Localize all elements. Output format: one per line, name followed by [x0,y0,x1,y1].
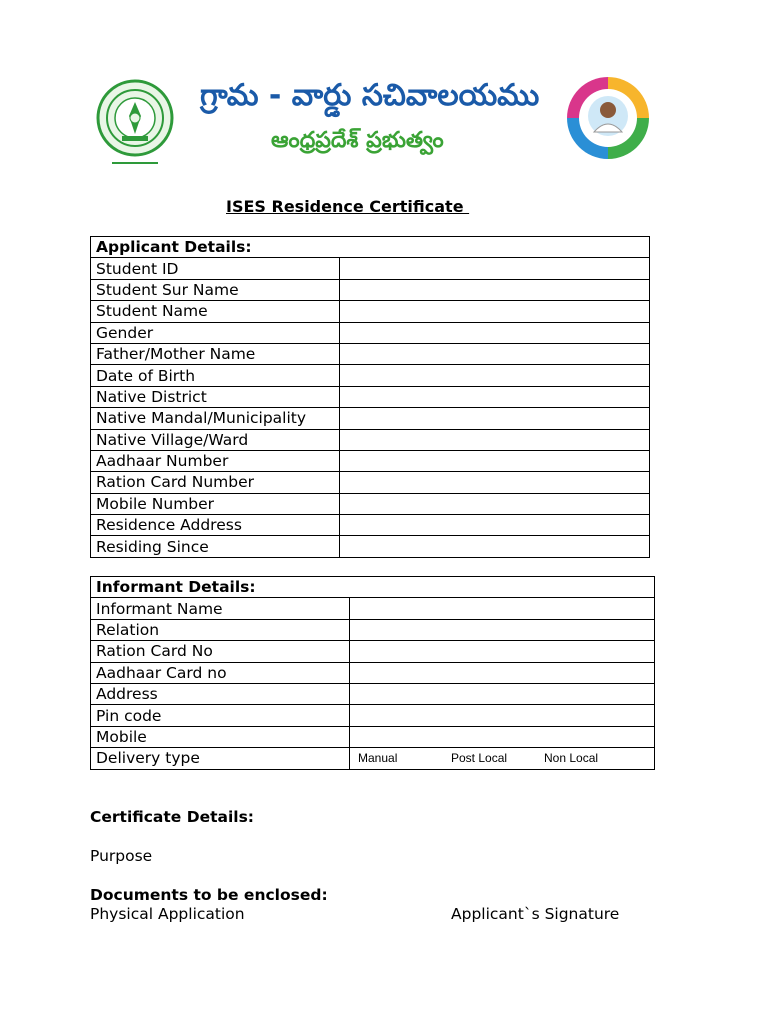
delivery-type-label: Delivery type [91,748,350,769]
field-label: Ration Card Number [91,472,340,493]
field-value [340,450,650,471]
field-label: Aadhaar Card no [91,662,350,683]
table-row [91,365,650,386]
table-row [91,748,655,769]
field-value [350,683,655,704]
table-row [91,472,650,493]
table-row [91,343,650,364]
field-value [340,322,650,343]
physical-application-item: Physical Application [90,905,245,923]
table-row [91,705,655,726]
applicant-signature-label: Applicant`s Signature [451,905,620,923]
applicant-details-heading: Applicant Details: [91,237,650,258]
sachivalayam-round-logo-icon [566,76,650,160]
field-label: Mobile [91,726,350,747]
document-title: ISES Residence Certificate [226,197,470,216]
field-label: Date of Birth [91,365,340,386]
field-value [350,598,655,619]
table-row [91,493,650,514]
field-label: Residence Address [91,515,340,536]
field-label: Ration Card No [91,641,350,662]
documents-enclosed-heading: Documents to be enclosed: [90,886,328,904]
table-row [91,279,650,300]
field-label: Mobile Number [91,493,340,514]
field-label: Native Village/Ward [91,429,340,450]
field-label: Native Mandal/Municipality [91,408,340,429]
field-label: Address [91,683,350,704]
field-label: Pin code [91,705,350,726]
delivery-type-options [350,748,655,769]
field-label: Student Sur Name [91,279,340,300]
field-label: Native District [91,386,340,407]
field-value [350,662,655,683]
table-row [91,408,650,429]
field-value [340,386,650,407]
table-row [91,258,650,279]
table-row [91,683,655,704]
table-header-row [91,577,655,598]
delivery-option-post-local: Post Local [451,751,508,766]
applicant-details-table [90,236,650,558]
header-subtitle-telugu: ఆంధ్రప్రదేశ్ ప్రభుత్వం [271,128,444,153]
field-value [340,493,650,514]
field-value [340,279,650,300]
field-value [340,343,650,364]
field-label: Residing Since [91,536,340,557]
field-value [340,472,650,493]
table-row [91,450,650,471]
table-row [91,598,655,619]
field-value [340,536,650,557]
field-value [350,726,655,747]
table-row [91,429,650,450]
table-row [91,619,655,640]
table-row [91,726,655,747]
informant-details-table [90,576,655,770]
field-value [340,515,650,536]
field-label: Student ID [91,258,340,279]
table-row [91,662,655,683]
table-row [91,301,650,322]
table-row [91,515,650,536]
informant-details-heading: Informant Details: [91,577,655,598]
field-value [340,408,650,429]
field-label: Father/Mother Name [91,343,340,364]
field-label: Student Name [91,301,340,322]
table-row [91,641,655,662]
field-label: Gender [91,322,340,343]
field-label: Informant Name [91,598,350,619]
field-value [340,258,650,279]
header-banner [88,70,658,176]
delivery-option-non-local: Non Local [544,751,599,766]
table-header-row [91,237,650,258]
field-value [340,301,650,322]
field-label: Aadhaar Number [91,450,340,471]
header-title-telugu: గ్రామ - వార్డు సచివాలయము [200,78,540,113]
delivery-option-manual: Manual [358,751,398,766]
field-value [350,705,655,726]
field-value [340,365,650,386]
ap-state-emblem-icon [96,78,174,170]
field-value [350,641,655,662]
table-row [91,536,650,557]
certificate-details-heading: Certificate Details: [90,808,255,826]
field-value [340,429,650,450]
field-value [350,619,655,640]
table-row [91,322,650,343]
table-row [91,386,650,407]
field-label: Relation [91,619,350,640]
purpose-label: Purpose [90,847,153,865]
